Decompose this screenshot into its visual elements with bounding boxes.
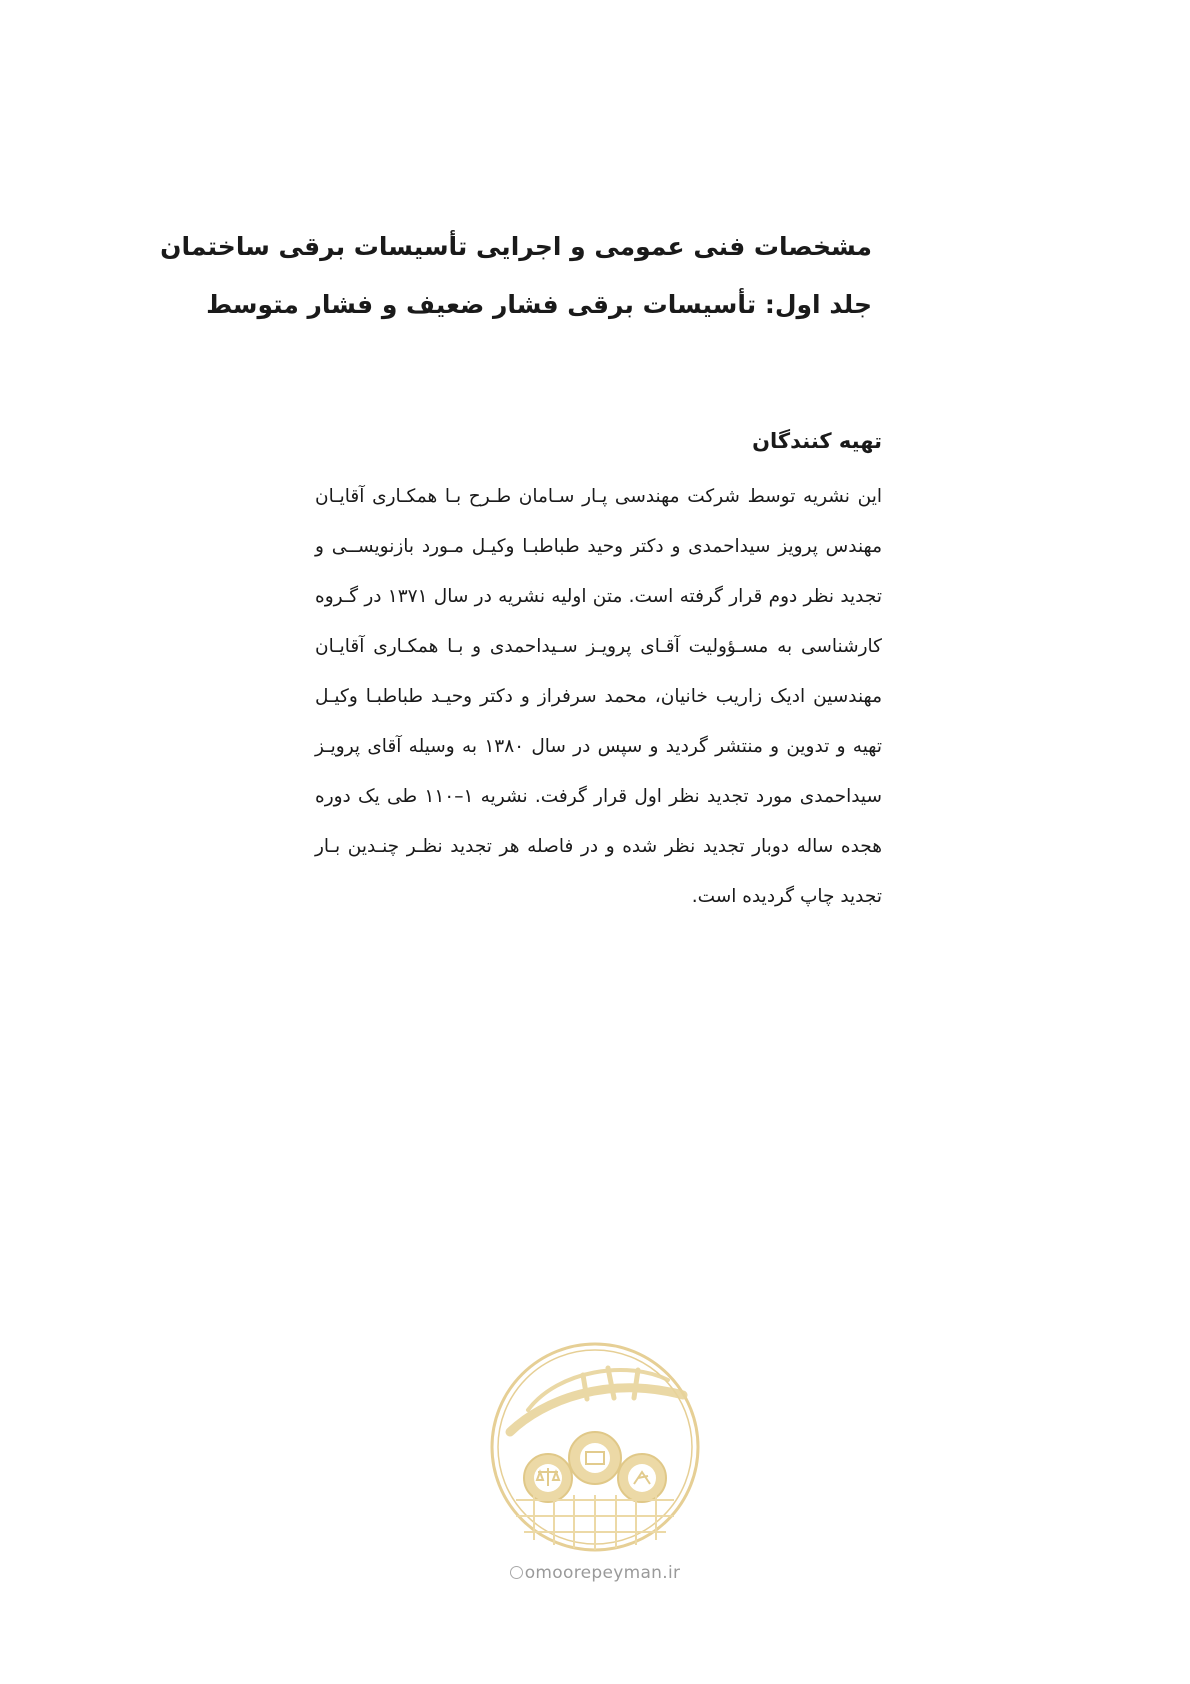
section-body: این نشریه توسط شرکت مهندسی پـار سـامان طـرح بـا همکـاری آقایـان مهندس پرویز سیداحمدی و دکتر وحید طباطبـا وکیـل مـورد بازنویســی و تجدید نظر دوم قرار گرفته است. متن اولیه نشریه در سال ۱۳۷۱ در گـروه کارشناسی به مسـؤولیت آقـای پرویـز سـیداحمدی و بـا همکـاری آقایـان مهندسین ادیک زاریب خانیان، محمد سرفراز و دکتر وحیـد طباطبـا وکیـل تهیه و تدوین و منتشر گردید و سپس در سال ۱۳۸۰ به وسیله آقای پرویـز سیداحمدی مورد تجدید نظر اول قرار گرفت. نشریه ۱–۱۱۰ طی یک دوره هجده ساله دوبار تجدید نظر شده و در فاصله هر تجدید نظـر چنـدین بـار تجدید چاپ گردیده است. xyxy=(315,486,883,907)
watermark-logo xyxy=(488,1340,702,1554)
section-heading: تهیه کنندگان xyxy=(752,429,882,453)
watermark-url xyxy=(470,1563,720,1583)
at-icon xyxy=(510,1566,523,1579)
preparers-section xyxy=(315,424,882,922)
document-title xyxy=(160,218,872,334)
title-line-1: مشخصات فنی عمومی و اجرایی تأسیسات برقی ساختمان xyxy=(160,232,872,261)
watermark-url-text: omoorepeyman.ir xyxy=(524,1563,681,1583)
title-line-2: جلد اول: تأسیسات برقی فشار ضعیف و فشار متوسط xyxy=(206,290,872,319)
